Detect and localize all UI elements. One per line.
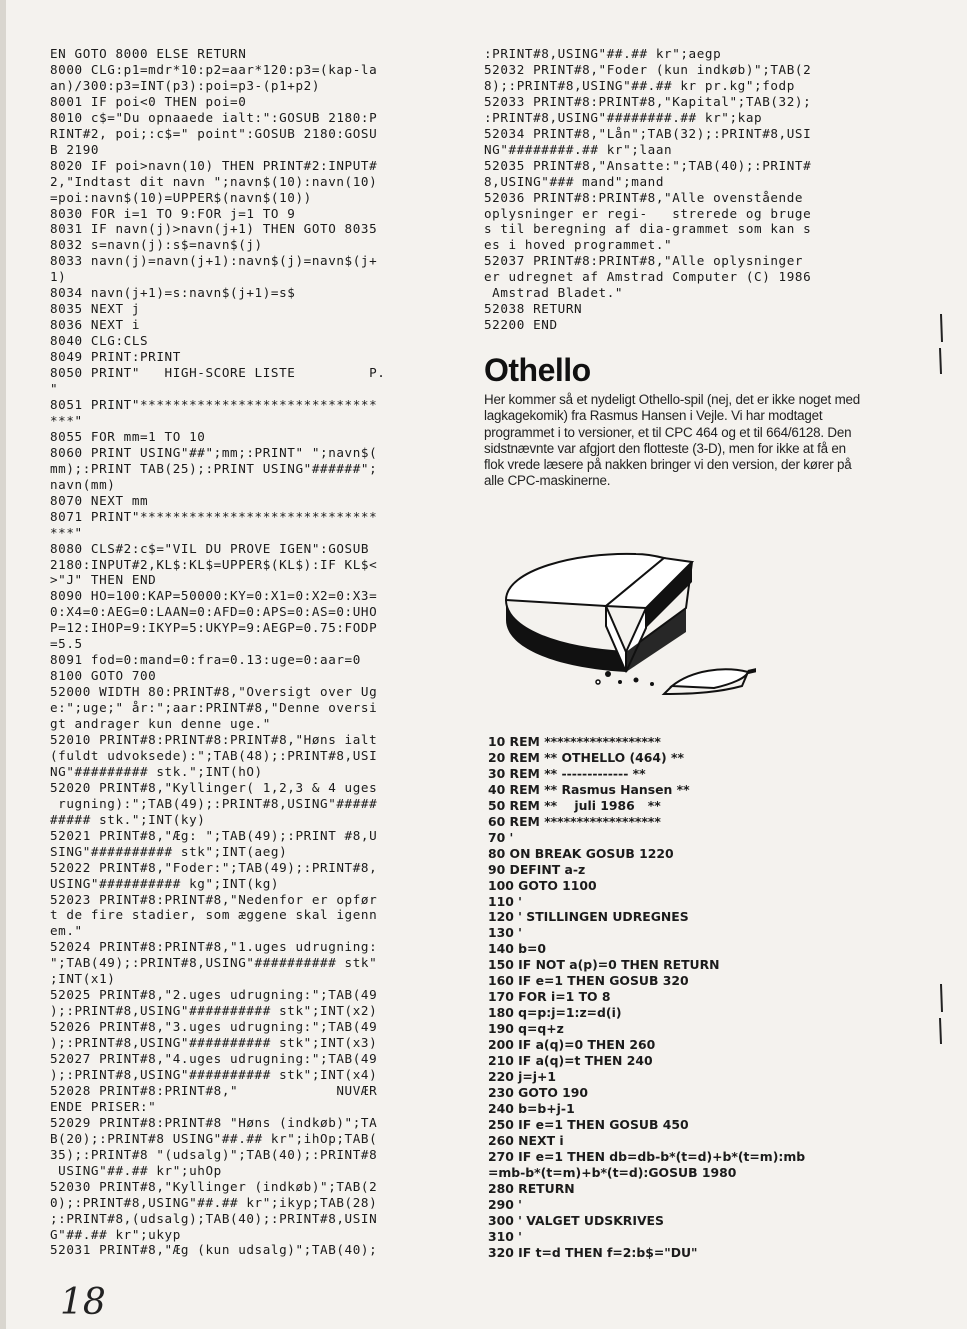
code-line: B 2190 bbox=[50, 141, 100, 157]
code-line: 8010 c$="Du opnaaede ialt:":GOSUB 2180:P bbox=[50, 109, 378, 125]
code-line: 52200 END bbox=[484, 317, 558, 333]
code-line: P=12:IHOP=9:IKYP=5:UKYP=9:AEGP=0.75:FODP bbox=[50, 620, 378, 636]
code-line: 240 b=b+j-1 bbox=[488, 1100, 575, 1116]
code-line: 35);:PRINT#8 "(udsalg)";TAB(40);:PRINT#8 bbox=[50, 1146, 378, 1162]
code-line: 60 REM ****************** bbox=[488, 813, 661, 829]
code-line: 150 IF NOT a(p)=0 THEN RETURN bbox=[488, 957, 720, 973]
code-line: (fuldt udvoksede):";TAB(48);:PRINT#8,USI bbox=[50, 747, 378, 763]
code-line: 52031 PRINT#8,"Æg (kun udsalg)";TAB(40); bbox=[50, 1242, 378, 1258]
code-line: 110 ' bbox=[488, 893, 522, 909]
code-line: 52034 PRINT#8,"Lån";TAB(32);:PRINT#8,USI bbox=[484, 125, 812, 141]
code-line: 170 FOR i=1 TO 8 bbox=[488, 989, 611, 1005]
code-line: ";TAB(49);:PRINT#8,USING"########## stk" bbox=[50, 955, 378, 971]
article-title: Othello bbox=[484, 352, 591, 388]
code-line: RINT#2, poi;:c$=" point":GOSUB 2180:GOSU bbox=[50, 125, 378, 141]
code-line: 300 ' VALGET UDSKRIVES bbox=[488, 1212, 664, 1228]
code-line: );:PRINT#8,USING"########## stk";INT(x2) bbox=[50, 1003, 378, 1019]
code-line: e:";uge;" år:";aar:PRINT#8,"Denne oversi bbox=[50, 700, 378, 716]
code-line: ***" bbox=[50, 524, 83, 540]
code-line: " bbox=[50, 381, 59, 397]
code-line: USING"##.## kr";uhOp bbox=[50, 1162, 222, 1178]
code-line: 50 REM ** juli 1986 ** bbox=[488, 797, 661, 813]
code-line: 120 ' STILLINGEN UDREGNES bbox=[488, 909, 689, 925]
code-line: :PRINT#8,USING"##.## kr";aegp bbox=[484, 46, 722, 61]
code-line: es i hoved programmet." bbox=[484, 237, 673, 253]
code-line: 8030 FOR i=1 TO 9:FOR j=1 TO 9 bbox=[50, 205, 296, 221]
code-line: 8000 CLG:p1=mdr*10:p2=aar*120:p3=(kap-la bbox=[50, 61, 378, 77]
code-line: ##### stk.";INT(ky) bbox=[50, 811, 206, 827]
margin-bracket-mark-icon bbox=[938, 312, 944, 376]
code-line: rugning):";TAB(49);:PRINT#8,USING"##### bbox=[50, 795, 378, 811]
code-line: 52010 PRINT#8:PRINT#8:PRINT#8,"Høns ialt bbox=[50, 731, 378, 747]
code-line: 8070 NEXT mm bbox=[50, 492, 149, 508]
code-line: 70 ' bbox=[488, 829, 514, 845]
program-listing-right-column bbox=[484, 46, 884, 333]
code-line: 52037 PRINT#8:PRINT#8,"Alle oplysninger bbox=[484, 253, 804, 269]
code-line: gt andrager kun denne uge." bbox=[50, 716, 271, 732]
code-line: 8051 PRINT"***************************** bbox=[50, 396, 378, 412]
code-line: 1) bbox=[50, 269, 67, 285]
code-line: =poi:navn$(10)=UPPER$(navn$(10)) bbox=[50, 189, 312, 205]
code-line: =5.5 bbox=[50, 636, 83, 652]
code-line: 30 REM ** ------------- ** bbox=[488, 765, 646, 781]
code-line: EN GOTO 8000 ELSE RETURN bbox=[50, 46, 247, 61]
code-line: G"##.## kr";ukyp bbox=[50, 1226, 181, 1242]
code-line: 8040 CLG:CLS bbox=[50, 333, 149, 349]
code-line: 52024 PRINT#8:PRINT#8,"1.uges udrugning: bbox=[50, 939, 378, 955]
code-line: 180 q=p:j=1:z=d(i) bbox=[488, 1005, 622, 1021]
code-line: 290 ' bbox=[488, 1196, 522, 1212]
code-line: 8055 FOR mm=1 TO 10 bbox=[50, 428, 206, 444]
program-listing-left-column bbox=[50, 46, 440, 1258]
code-line: );:PRINT#8,USING"########## stk";INT(x4) bbox=[50, 1067, 378, 1082]
code-line: 52020 PRINT#8,"Kyllinger( 1,2,3 & 4 uges bbox=[50, 779, 378, 795]
code-line: 8031 IF navn(j)>navn(j+1) THEN GOTO 8035 bbox=[50, 221, 378, 237]
code-line: 52038 RETURN bbox=[484, 301, 583, 317]
code-line: 8080 CLS#2:c$="VIL DU PROVE IGEN":GOSUB bbox=[50, 540, 370, 556]
code-line: 52022 PRINT#8,"Foder:";TAB(49);:PRINT#8, bbox=[50, 859, 378, 875]
code-line: NG"######### stk.";INT(hO) bbox=[50, 763, 263, 779]
code-line: 270 IF e=1 THEN db=db-b*(t=d)+b*(t=m):mb bbox=[488, 1148, 806, 1164]
code-line: 8);:PRINT#8,USING"##.## kr pr.kg";fodp bbox=[484, 77, 795, 93]
code-line: 8020 IF poi>navn(10) THEN PRINT#2:INPUT# bbox=[50, 157, 378, 173]
code-line: 140 b=0 bbox=[488, 941, 547, 957]
code-line: 8100 GOTO 700 bbox=[50, 668, 157, 684]
code-line: 52023 PRINT#8:PRINT#8,"Nedenfor er opfør bbox=[50, 891, 378, 907]
code-line: 52029 PRINT#8:PRINT#8 "Høns (indkøb)";TA bbox=[50, 1114, 378, 1130]
code-line: 52033 PRINT#8:PRINT#8,"Kapital";TAB(32); bbox=[484, 93, 812, 109]
code-line: 130 ' bbox=[488, 925, 522, 941]
code-line: 8036 NEXT i bbox=[50, 317, 141, 333]
code-line: 8033 navn(j)=navn(j+1):navn$(j)=navn$(j+ bbox=[50, 253, 378, 269]
code-line: 20 REM ** OTHELLO (464) ** bbox=[488, 749, 684, 765]
code-line: NG"########.## kr";laan bbox=[484, 141, 673, 157]
code-line: t de fire stadier, som æggene skal igenn bbox=[50, 907, 378, 923]
code-line: 2180:INPUT#2,KL$:KL$=UPPER$(KL$):IF KL$< bbox=[50, 556, 378, 572]
code-line: 190 q=q+z bbox=[488, 1021, 564, 1037]
code-line: an)/300:p3=INT(p3):poi=p3-(p1+p2) bbox=[50, 77, 321, 93]
code-line: 8050 PRINT" HIGH-SCORE LISTE P. bbox=[50, 365, 386, 381]
code-line: 200 IF a(q)=0 THEN 260 bbox=[488, 1037, 656, 1053]
code-line: 8035 NEXT j bbox=[50, 301, 141, 317]
code-line: 0:X4=0:AEG=0:LAAN=0:AFD=0:APS=0:AS=0:UHO bbox=[50, 604, 378, 620]
code-line: s til beregning af dia-grammet som kan s bbox=[484, 221, 812, 237]
code-line: SING"########## stk";INT(aeg) bbox=[50, 843, 288, 859]
code-line: 230 GOTO 190 bbox=[488, 1084, 589, 1100]
code-line: 8032 s=navn(j):s$=navn$(j) bbox=[50, 237, 263, 253]
othello-program-listing bbox=[488, 734, 805, 1260]
code-line: 52027 PRINT#8,"4.uges udrugning:";TAB(49 bbox=[50, 1051, 378, 1067]
code-line: ***" bbox=[50, 412, 83, 428]
code-line: Amstrad Bladet." bbox=[484, 285, 624, 301]
code-line: 40 REM ** Rasmus Hansen ** bbox=[488, 781, 690, 797]
code-line: 260 NEXT i bbox=[488, 1132, 564, 1148]
page-edge bbox=[0, 0, 6, 1329]
code-line: navn(mm) bbox=[50, 476, 116, 492]
code-line: 220 j=j+1 bbox=[488, 1069, 557, 1085]
code-line: >"J" THEN END bbox=[50, 572, 157, 588]
code-line: ;INT(x1) bbox=[50, 971, 116, 987]
code-line: 8049 PRINT:PRINT bbox=[50, 349, 181, 365]
code-line: 52035 PRINT#8,"Ansatte:";TAB(40);:PRINT# bbox=[484, 157, 812, 173]
cake-illustration-icon bbox=[496, 548, 756, 708]
code-line: 52026 PRINT#8,"3.uges udrugning:";TAB(49 bbox=[50, 1019, 378, 1035]
code-line: oplysninger er regi- strerede og bruge bbox=[484, 205, 812, 221]
code-line: 210 IF a(q)=t THEN 240 bbox=[488, 1053, 653, 1069]
code-line: 80 ON BREAK GOSUB 1220 bbox=[488, 845, 674, 861]
code-line: 52032 PRINT#8,"Foder (kun indkøb)";TAB(2 bbox=[484, 61, 812, 77]
article-intro: Her kommer så et nydeligt Othello-spil (nej, det er ikke noget med lagkagekomik) fra Rasmus Hansen i Vejle. Vi har modtaget programmet i to versioner, et til CPC 464 og et til 664/6128. Den sidstnævnte var afgjort den flotteste (3-D), men for ikke at få en flok vrede læsere på nakken bringer vi den version, der kører på alle CPC-maskinerne. bbox=[484, 392, 861, 489]
code-line: :PRINT#8,USING"########.## kr";kap bbox=[484, 109, 763, 125]
code-line: 8091 fod=0:mand=0:fra=0.13:uge=0:aar=0 bbox=[50, 652, 361, 668]
code-line: 2,"Indtast dit navn ";navn$(10):navn(10) bbox=[50, 173, 378, 189]
code-line: 8090 HO=100:KAP=50000:KY=0:X1=0:X2=0:X3= bbox=[50, 588, 378, 604]
code-line: 100 GOTO 1100 bbox=[488, 877, 597, 893]
code-line: =mb-b*(t=m)+b*(t=d):GOSUB 1980 bbox=[488, 1164, 737, 1180]
code-line: 52000 WIDTH 80:PRINT#8,"Oversigt over Ug bbox=[50, 684, 378, 700]
code-line: 320 IF t=d THEN f=2:b$="DU" bbox=[488, 1244, 698, 1260]
code-line: 52036 PRINT#8:PRINT#8,"Alle ovenstående bbox=[484, 189, 804, 205]
margin-bracket-mark-icon bbox=[938, 982, 944, 1046]
code-line: er udregnet af Amstrad Computer (C) 1986 bbox=[484, 269, 812, 285]
code-line: 280 RETURN bbox=[488, 1180, 575, 1196]
page-number: 18 bbox=[60, 1282, 106, 1323]
code-line: mm);:PRINT TAB(25);:PRINT USING"######"; bbox=[50, 460, 378, 476]
code-line: 250 IF e=1 THEN GOSUB 450 bbox=[488, 1116, 689, 1132]
code-line: 8001 IF poi<0 THEN poi=0 bbox=[50, 93, 247, 109]
code-line: 8071 PRINT"***************************** bbox=[50, 508, 378, 524]
code-line: 0);:PRINT#8,USING"##.## kr";ikyp;TAB(28) bbox=[50, 1194, 378, 1210]
code-line: 8,USING"### mand";mand bbox=[484, 173, 665, 189]
code-line: 8060 PRINT USING"##";mm;:PRINT" ";navn$( bbox=[50, 444, 378, 460]
code-line: ;:PRINT#8,(udsalg);TAB(40);:PRINT#8,USIN bbox=[50, 1210, 378, 1226]
code-line: 52030 PRINT#8,"Kyllinger (indkøb)";TAB(2 bbox=[50, 1178, 378, 1194]
code-line: 90 DEFINT a-z bbox=[488, 861, 586, 877]
code-line: 160 IF e=1 THEN GOSUB 320 bbox=[488, 973, 689, 989]
code-line: 10 REM ****************** bbox=[488, 734, 661, 749]
code-line: 52028 PRINT#8:PRINT#8," NUVÆR bbox=[50, 1082, 378, 1098]
code-line: B(20);:PRINT#8 USING"##.## kr";ihOp;TAB( bbox=[50, 1130, 378, 1146]
code-line: 52021 PRINT#8,"Æg: ";TAB(49);:PRINT #8,U bbox=[50, 827, 378, 843]
code-line: );:PRINT#8,USING"########## stk";INT(x3) bbox=[50, 1035, 378, 1051]
code-line: ENDE PRISER:" bbox=[50, 1098, 157, 1114]
code-line: 52025 PRINT#8,"2.uges udrugning:";TAB(49 bbox=[50, 987, 378, 1003]
code-line: 310 ' bbox=[488, 1228, 522, 1244]
code-line: 8034 navn(j+1)=s:navn$(j+1)=s$ bbox=[50, 285, 296, 301]
code-line: em." bbox=[50, 923, 83, 939]
code-line: USING"########## kg";INT(kg) bbox=[50, 875, 280, 891]
